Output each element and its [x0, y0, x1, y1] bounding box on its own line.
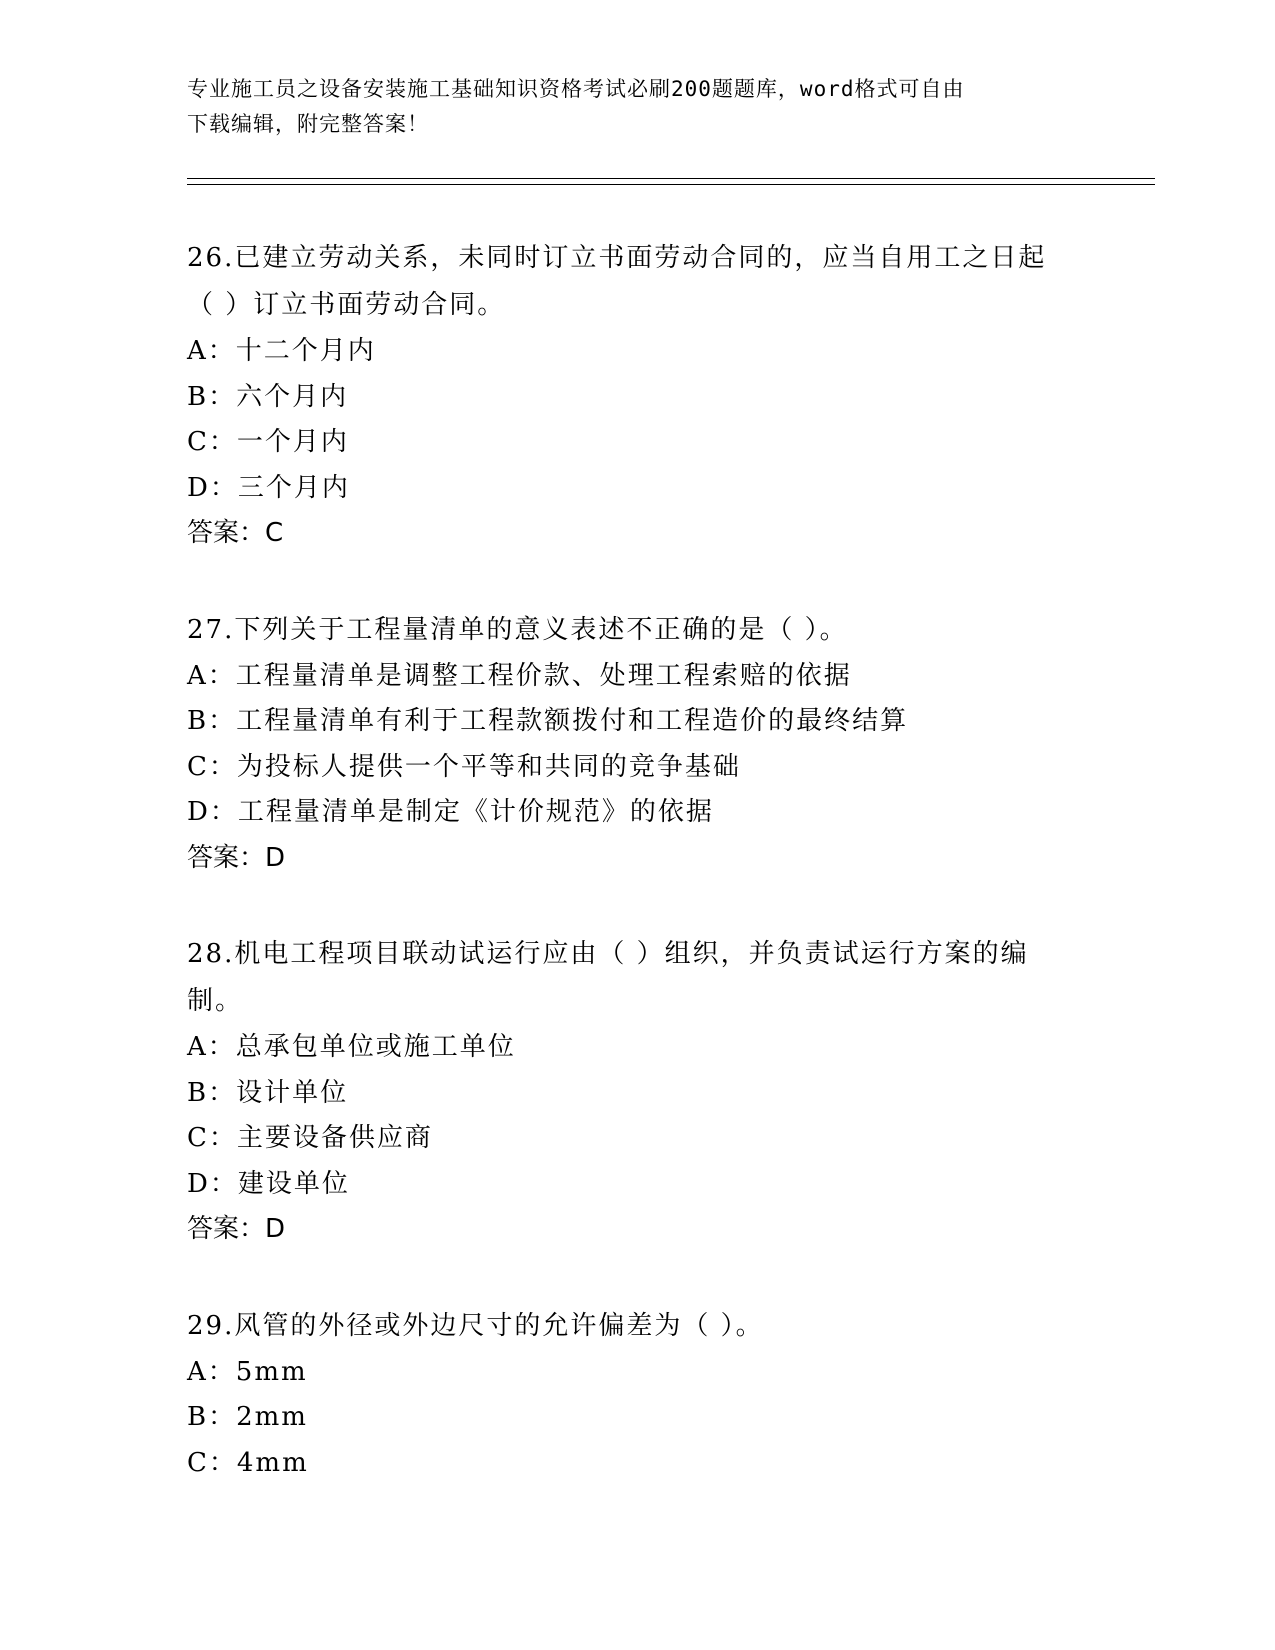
question-stem: 26.已建立劳动关系，未同时订立书面劳动合同的，应当自用工之日起（ ）订立书面劳动合同。	[187, 243, 1047, 320]
answer-label: 答案：C	[187, 518, 284, 548]
question-stem: 27.下列关于工程量清单的意义表述不正确的是（ ）。	[187, 614, 848, 645]
option-b: B：工程量清单有利于工程款额拨付和工程造价的最终结算	[187, 706, 909, 736]
option-d: D：三个月内	[187, 472, 350, 503]
option-b: B：2mm	[187, 1402, 308, 1432]
header-divider-top	[187, 178, 1155, 179]
header-divider-bottom	[187, 184, 1155, 185]
option-a: A：总承包单位或施工单位	[187, 1032, 516, 1062]
document-header	[187, 72, 1087, 142]
question-stem: 28.机电工程项目联动试运行应由（ ）组织，并负责试运行方案的编制。	[187, 939, 1029, 1016]
option-d: D：建设单位	[187, 1168, 350, 1199]
header-line-2: 下载编辑，附完整答案！	[187, 112, 429, 136]
option-c: C：4mm	[187, 1447, 309, 1478]
option-d: D：工程量清单是制定《计价规范》的依据	[187, 797, 714, 827]
question-list	[187, 235, 1087, 1536]
option-a: A：工程量清单是调整工程价款、处理工程索赔的依据	[187, 660, 852, 691]
question-stem: 29.风管的外径或外边尺寸的允许偏差为（ ）。	[187, 1310, 764, 1341]
answer-label: 答案：D	[187, 842, 286, 873]
option-a: A：5mm	[187, 1356, 308, 1387]
option-c: C：为投标人提供一个平等和共同的竞争基础	[187, 751, 741, 782]
question-27	[187, 607, 1087, 882]
option-b: B：六个月内	[187, 381, 349, 412]
option-a: A：十二个月内	[187, 336, 376, 366]
question-28	[187, 931, 1087, 1253]
answer-label: 答案：D	[187, 1214, 286, 1244]
option-c: C：一个月内	[187, 427, 349, 457]
option-c: C：主要设备供应商	[187, 1123, 433, 1153]
header-line-1: 专业施工员之设备安装施工基础知识资格考试必刷200题题库，word格式可自由	[187, 77, 965, 101]
question-26	[187, 235, 1087, 557]
question-29	[187, 1303, 1087, 1487]
option-b: B：设计单位	[187, 1077, 349, 1108]
